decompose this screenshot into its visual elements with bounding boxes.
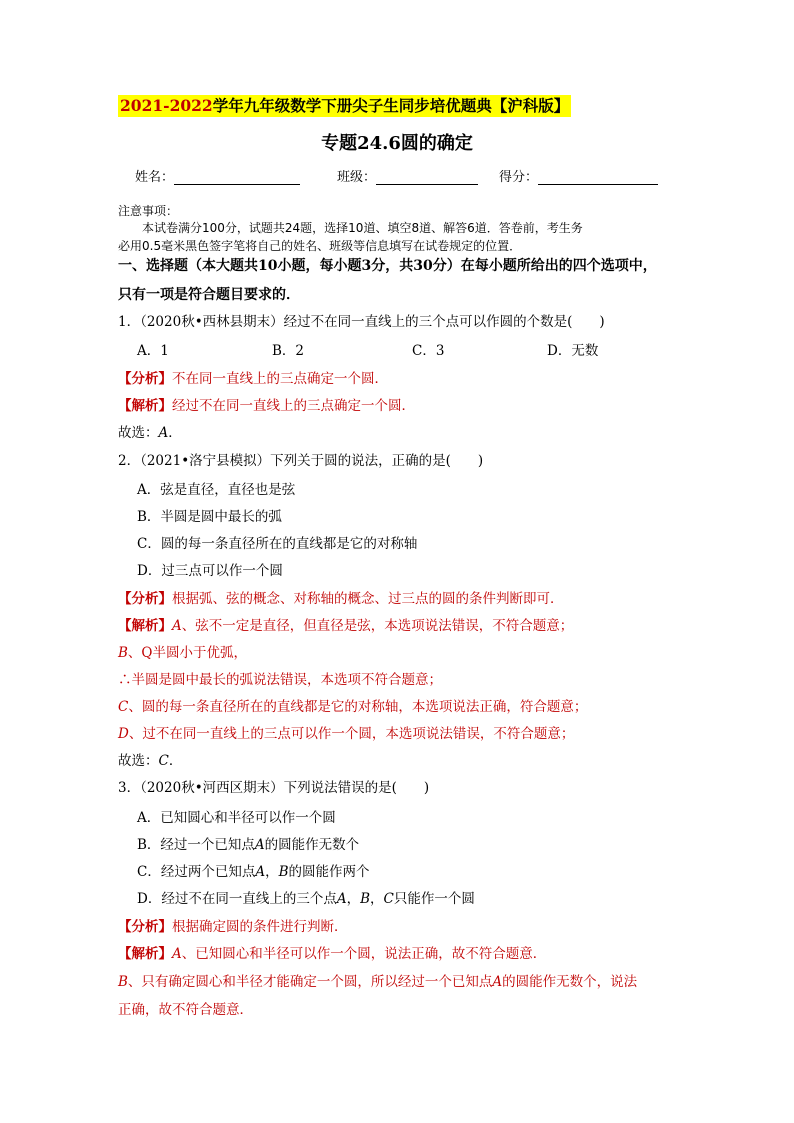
- class-blank[interactable]: [376, 170, 478, 185]
- notice-heading: 注意事项：: [118, 204, 179, 218]
- q1-answer: 故选：A．: [118, 425, 182, 441]
- q1-option-b: B．2: [272, 343, 305, 359]
- q1-solution: 【解析】经过不在同一直线上的三点确定一个圆．: [118, 398, 415, 414]
- q2-stem: 2．（2021•洛宁县模拟）下列关于圆的说法，正确的是( ): [118, 453, 484, 469]
- q3-solution-a: 【解析】A、已知圆心和半径可以作一个圆，说法正确，故不符合题意．: [118, 946, 547, 962]
- q1-option-d: D．无数: [547, 343, 599, 359]
- q2-solution-d: D、过不在同一直线上的三点可以作一个圆，本选项说法错误，不符合题意；: [118, 726, 575, 742]
- page-title: 专题24.6圆的确定: [321, 133, 473, 154]
- score-blank[interactable]: [538, 170, 658, 185]
- q2-solution-a: 【解析】A、弦不一定是直径，但直径是弦，本选项说法错误，不符合题意；: [118, 618, 574, 634]
- q3-solution-b: B、只有确定圆心和半径才能确定一个圆，所以经过一个已知点A的圆能作无数个，说法: [118, 974, 638, 990]
- q2-analysis: 【分析】根据弧、弦的概念、对称轴的概念、过三点的圆的条件判断即可．: [118, 591, 564, 607]
- notice-line-2: 必用0.5毫米黑色签字笔将自己的姓名、班级等信息填写在试卷规定的位置．: [118, 239, 522, 253]
- q2-option-c: C．圆的每一条直径所在的直线都是它的对称轴: [137, 536, 418, 552]
- section-heading-line-1: 一、选择题（本大题共10小题，每小题3分，共30分）在每小题所给出的四个选项中，: [118, 258, 657, 274]
- q2-option-d: D．过三点可以作一个圆: [137, 563, 283, 579]
- score-field: 得分：: [499, 166, 658, 185]
- q2-answer: 故选：C．: [118, 753, 183, 769]
- q3-solution-b2: 正确，故不符合题意．: [118, 1002, 253, 1018]
- section-heading-line-2: 只有一项是符合题目要求的．: [118, 287, 300, 303]
- name-blank[interactable]: [174, 170, 300, 185]
- q2-solution-b2: ∴半圆是圆中最长的弧说法错误，本选项不符合题意；: [118, 672, 442, 688]
- q3-option-c: C．经过两个已知点A，B的圆能作两个: [137, 864, 370, 880]
- q2-solution-b: B、Q半圆小于优弧，: [118, 645, 247, 661]
- q2-option-b: B．半圆是圆中最长的弧: [137, 509, 282, 525]
- q2-option-a: A．弦是直径，直径也是弦: [137, 482, 296, 498]
- class-field: 班级：: [337, 166, 478, 185]
- q1-option-a: A．1: [137, 343, 169, 359]
- q1-option-c: C．3: [412, 343, 445, 359]
- q3-option-b: B．经过一个已知点A的圆能作无数个: [137, 837, 360, 853]
- series-banner: 2021-2022学年九年级数学下册尖子生同步培优题典【沪科版】: [120, 96, 570, 115]
- q1-analysis: 【分析】不在同一直线上的三点确定一个圆．: [118, 371, 388, 387]
- notice-line-1: 本试卷满分100分，试题共24题，选择10道、填空8道、解答6道．答卷前，考生务: [142, 221, 583, 235]
- q3-stem: 3．（2020秋•河西区期末）下列说法错误的是( ): [118, 780, 430, 796]
- q3-analysis: 【分析】根据确定圆的条件进行判断．: [118, 919, 348, 935]
- name-field: 姓名：: [135, 166, 300, 185]
- q3-option-d: D．经过不在同一直线上的三个点A，B，C只能作一个圆: [137, 891, 475, 907]
- q3-option-a: A．已知圆心和半径可以作一个圆: [137, 810, 336, 826]
- q1-stem: 1．（2020秋•西林县期末）经过不在同一直线上的三个点可以作圆的个数是( ): [118, 314, 605, 330]
- q2-solution-c: C、圆的每一条直径所在的直线都是它的对称轴，本选项说法正确，符合题意；: [118, 699, 588, 715]
